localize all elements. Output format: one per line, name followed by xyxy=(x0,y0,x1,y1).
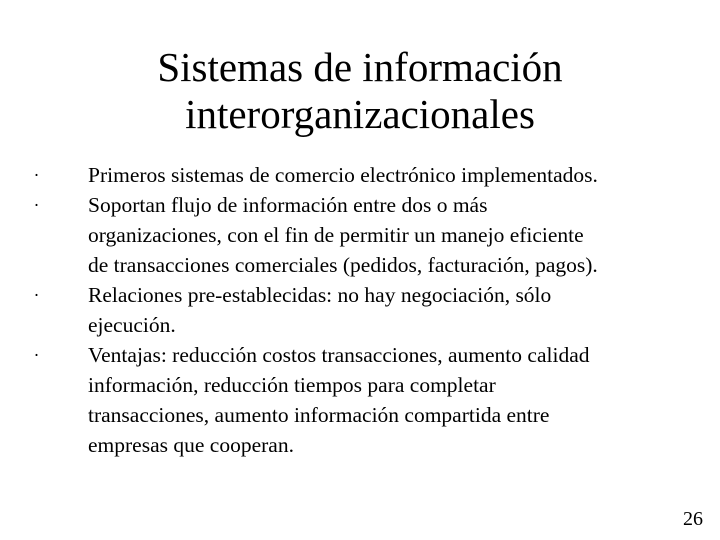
bullet-3-line-2: ejecución. xyxy=(88,313,176,337)
bullet-4-line-3: transacciones, aumento información compartida entre xyxy=(88,403,550,427)
slide-title-line-2: interorganizacionales xyxy=(185,91,535,137)
bullet-dot-icon: · xyxy=(33,195,40,215)
bullet-2-line-1: Soportan flujo de información entre dos o más xyxy=(88,193,488,217)
bullet-2-line-2: organizaciones, con el fin de permitir un manejo eficiente xyxy=(88,223,584,247)
bullet-dot-icon: · xyxy=(33,165,40,185)
bullet-3-line-1: Relaciones pre-establecidas: no hay negociación, sólo xyxy=(88,283,552,307)
bullet-item-4 xyxy=(34,340,714,460)
bullet-4-line-2: información, reducción tiempos para completar xyxy=(88,373,496,397)
bullet-list xyxy=(34,160,714,460)
bullet-4-line-1: Ventajas: reducción costos transacciones, aumento calidad xyxy=(88,343,590,367)
slide-title xyxy=(0,44,720,138)
bullet-1-line-1: Primeros sistemas de comercio electrónico implementados. xyxy=(88,163,598,187)
bullet-2-line-3: de transacciones comerciales (pedidos, facturación, pagos). xyxy=(88,253,598,277)
bullet-item-3 xyxy=(34,280,714,340)
slide-title-line-1: Sistemas de información xyxy=(157,44,563,90)
bullet-item-2 xyxy=(34,190,714,280)
page-number: 26 xyxy=(683,508,703,530)
bullet-4-line-4: empresas que cooperan. xyxy=(88,433,294,457)
bullet-dot-icon: · xyxy=(33,345,40,365)
bullet-dot-icon: · xyxy=(33,285,40,305)
bullet-item-1 xyxy=(34,160,714,190)
